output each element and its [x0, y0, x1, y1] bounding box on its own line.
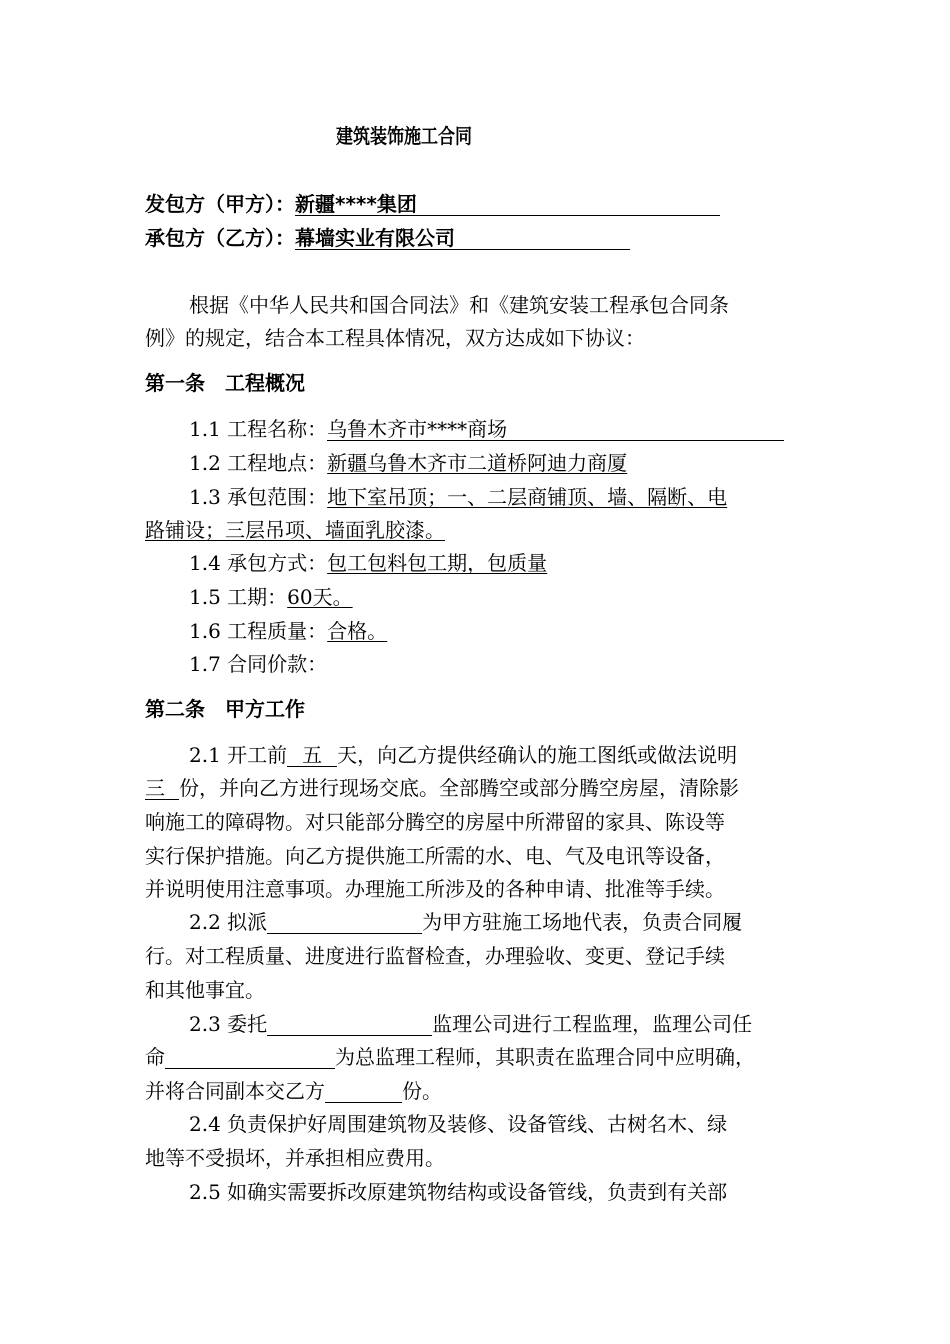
chief-engineer-blank — [165, 1043, 335, 1069]
party-b-label: 承包方（乙方）： — [145, 226, 295, 250]
clause-2-1-line-1 — [189, 741, 737, 769]
party-a-label: 发包方（甲方）： — [145, 192, 295, 216]
clause-1-4-label: 1.4 承包方式： — [189, 551, 328, 575]
clause-2-2-line-1 — [189, 908, 742, 936]
clause-1-5 — [189, 583, 353, 611]
duration-value: 60天。 — [287, 585, 353, 609]
clause-2-1-line-4: 实行保护措施。向乙方提供施工所需的水、电、气及电讯等设备， — [145, 844, 725, 868]
clause-2-5-line-1: 2.5 如确实需要拆改原建筑物结构或设备管线，负责到有关部 — [189, 1180, 728, 1204]
clause-2-2-text-b: 为甲方驻施工场地代表，负责合同履 — [422, 910, 743, 934]
clause-2-3-text-e: 并将合同副本交乙方 — [145, 1079, 325, 1103]
party-a-name: 新疆****集团 — [295, 192, 417, 216]
clause-2-3-text-a: 2.3 委托 — [189, 1012, 268, 1036]
document-title: 建筑装饰施工合同 — [335, 124, 473, 148]
party-a-line — [145, 190, 720, 218]
clause-1-2 — [189, 449, 627, 477]
clause-1-3-cont — [145, 516, 445, 544]
clause-2-1-text-b: 天，向乙方提供经确认的施工图纸或做法说明 — [337, 743, 738, 767]
project-name-value: 乌鲁木齐市****商场 — [327, 417, 508, 441]
quality-value: 合格。 — [327, 619, 388, 643]
site-representative-blank — [267, 908, 422, 934]
article-1-heading: 第一条 工程概况 — [145, 371, 305, 395]
days-value: 五 — [302, 743, 323, 767]
copies-field — [145, 774, 179, 800]
contract-copies-blank — [325, 1077, 402, 1103]
copies-value: 三 — [145, 776, 165, 800]
clause-2-1-text-a: 2.1 开工前 — [189, 743, 288, 767]
clause-1-4 — [189, 549, 547, 577]
clause-2-2-line-3: 和其他事宜。 — [145, 978, 265, 1002]
project-name-field — [327, 415, 784, 441]
clause-2-3-line-3 — [145, 1077, 442, 1105]
clause-2-3-text-c: 命 — [145, 1045, 165, 1069]
clause-2-2-line-2: 行。对工程质量、进度进行监督检查，办理验收、变更、登记手续 — [145, 944, 725, 968]
clause-1-3-label: 1.3 承包范围： — [189, 485, 328, 509]
clause-2-1-line-3: 响施工的障碍物。对只能部分腾空的房屋中所滞留的家具、陈设等 — [145, 810, 725, 834]
party-a-field — [295, 190, 720, 216]
intro-line-2: 例》的规定，结合本工程具体情况，双方达成如下协议： — [145, 326, 645, 350]
contract-scope-value-1: 地下室吊顶；一、二层商铺顶、墙、隔断、电 — [327, 485, 728, 509]
clause-1-2-label: 1.2 工程地点： — [189, 451, 328, 475]
party-b-field — [295, 224, 630, 250]
clause-2-3-text-b: 监理公司进行工程监理，监理公司任 — [432, 1012, 753, 1036]
party-b-line — [145, 224, 630, 252]
clause-1-6 — [189, 617, 387, 645]
contract-scope-value-2: 路铺设；三层吊项、墙面乳胶漆。 — [145, 518, 445, 542]
days-field — [287, 741, 337, 767]
clause-2-1-line-5: 并说明使用注意事项。办理施工所涉及的各种申请、批准等手续。 — [145, 877, 725, 901]
clause-1-1 — [189, 415, 784, 443]
clause-1-1-label: 1.1 工程名称： — [189, 417, 328, 441]
clause-2-3-line-1 — [189, 1010, 752, 1038]
clause-2-3-line-2 — [145, 1043, 755, 1071]
party-b-name: 幕墙实业有限公司 — [295, 226, 455, 250]
article-2-heading: 第二条 甲方工作 — [145, 697, 305, 721]
clause-2-1-line-2 — [145, 774, 739, 802]
clause-2-2-text-a: 2.2 拟派 — [189, 910, 268, 934]
clause-2-4-line-1: 2.4 负责保护好周围建筑物及装修、设备管线、古树名木、绿 — [189, 1112, 728, 1136]
clause-2-3-text-d: 为总监理工程师，其职责在监理合同中应明确， — [335, 1045, 755, 1069]
clause-1-6-label: 1.6 工程质量： — [189, 619, 328, 643]
clause-1-5-label: 1.5 工期： — [189, 585, 288, 609]
clause-2-1-text-c: 份，并向乙方进行现场交底。全部腾空或部分腾空房屋，清除影 — [179, 776, 739, 800]
clause-1-3 — [189, 483, 727, 511]
clause-1-7: 1.7 合同价款： — [189, 652, 328, 676]
intro-line-1: 根据《中华人民共和国合同法》和《建筑安装工程承包合同条 — [189, 293, 729, 317]
supervision-company-blank — [267, 1010, 432, 1036]
clause-2-3-text-f: 份。 — [402, 1079, 442, 1103]
project-location-value: 新疆乌鲁木齐市二道桥阿迪力商厦 — [327, 451, 628, 475]
clause-2-4-line-2: 地等不受损坏，并承担相应费用。 — [145, 1146, 445, 1170]
contract-mode-value: 包工包料包工期，包质量 — [327, 551, 548, 575]
